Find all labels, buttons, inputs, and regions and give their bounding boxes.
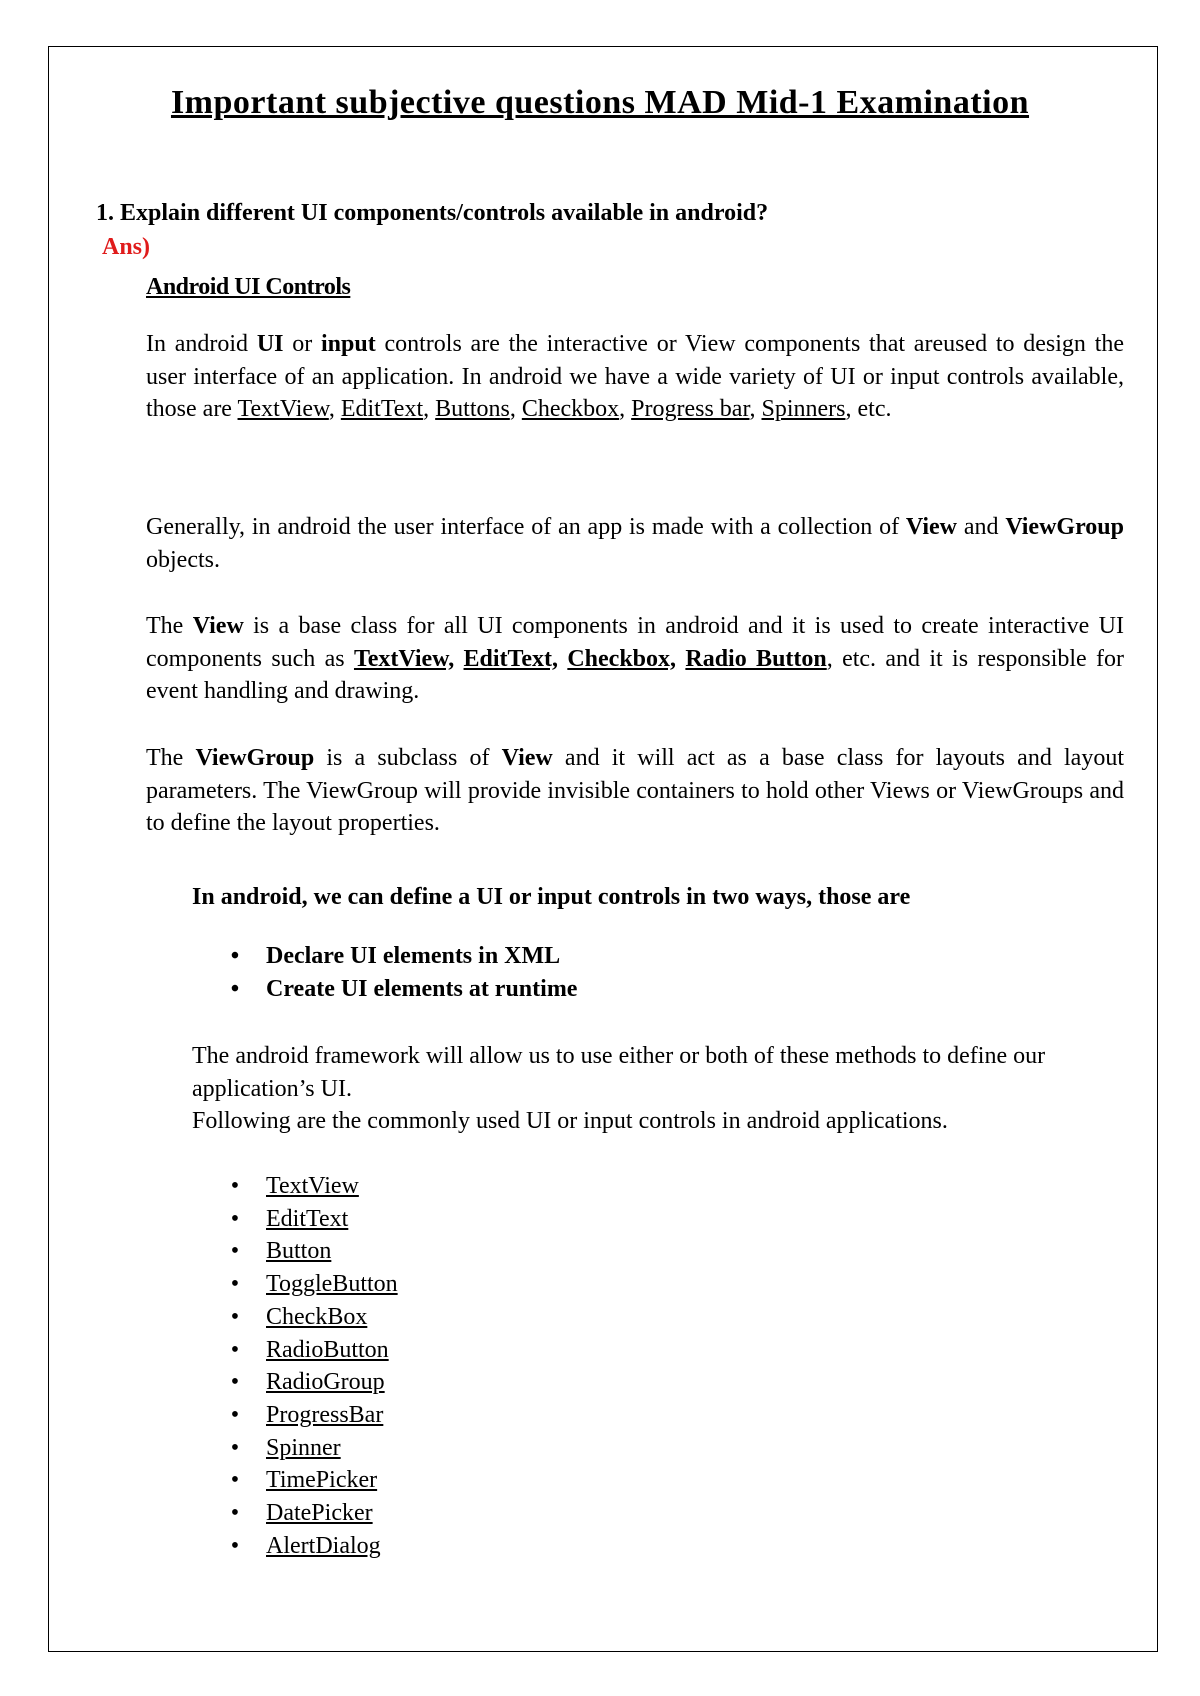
text: , etc. xyxy=(845,396,892,422)
list-item xyxy=(230,1301,398,1334)
link-edittext[interactable]: EditText, xyxy=(463,645,558,672)
separator: , xyxy=(423,396,436,422)
link-radio-button[interactable]: Radio Button xyxy=(685,645,827,672)
bullet: • xyxy=(230,1434,240,1461)
bold-term-view: View xyxy=(905,514,957,540)
link-textview[interactable]: TextView xyxy=(237,396,329,422)
text: Generally, in android the user interface of an app is made with a collection of xyxy=(146,514,906,540)
list-item-label: Create UI elements at runtime xyxy=(266,975,578,1002)
list-item xyxy=(230,1170,398,1203)
text: In android xyxy=(146,331,257,357)
link-buttons[interactable]: Buttons xyxy=(435,396,510,422)
separator xyxy=(454,646,463,672)
list-item xyxy=(230,1334,398,1367)
separator xyxy=(676,646,685,672)
list-item xyxy=(230,1366,398,1399)
paragraph-view-class xyxy=(146,610,1124,708)
link-progressbar[interactable]: ProgressBar xyxy=(266,1401,384,1428)
bullet: • xyxy=(230,1401,240,1428)
separator: , xyxy=(749,396,762,422)
list-item xyxy=(230,1268,398,1301)
bullet: • xyxy=(230,1238,240,1265)
list-item xyxy=(230,1530,398,1563)
bullet: • xyxy=(230,943,240,969)
bullet: • xyxy=(230,1205,240,1232)
link-progress-bar[interactable]: Progress bar xyxy=(631,396,750,422)
text: The android framework will allow us to use either or both of these methods to define our application’s UI. xyxy=(192,1043,1046,1102)
bullet: • xyxy=(230,975,240,1002)
paragraph-ui-controls-intro xyxy=(146,328,1124,426)
list-item xyxy=(230,1203,398,1236)
separator: , xyxy=(328,396,341,422)
link-edittext[interactable]: EditText xyxy=(340,396,424,422)
link-datepicker[interactable]: DatePicker xyxy=(266,1500,373,1527)
link-edittext[interactable]: EditText xyxy=(266,1205,349,1232)
separator: , xyxy=(619,396,632,422)
bullet: • xyxy=(230,1303,240,1330)
text: The xyxy=(146,745,196,771)
link-radiobutton[interactable]: RadioButton xyxy=(266,1336,389,1363)
link-checkbox[interactable]: Checkbox xyxy=(521,396,620,422)
paragraph-framework xyxy=(192,1040,1092,1138)
text: is a base class for all UI components in android and it is used to create interactive UI components such as xyxy=(146,613,1125,672)
text: objects. xyxy=(146,546,220,573)
list-item xyxy=(230,940,577,973)
bold-term-view: View xyxy=(192,613,244,639)
list-item xyxy=(230,1497,398,1530)
bullet: • xyxy=(230,1532,240,1559)
link-checkbox[interactable]: Checkbox, xyxy=(567,645,677,672)
separator: , xyxy=(509,396,522,422)
text: The xyxy=(146,613,193,639)
link-spinners[interactable]: Spinners xyxy=(761,396,846,422)
text: and it will act as a base class for layouts and layout parameters. The ViewGroup will provide invisible containers to hold other Views or ViewGroups and to define the layout properties. xyxy=(146,745,1124,836)
ways-heading: In android, we can define a UI or input controls in two ways, those are xyxy=(192,884,911,910)
question-heading: 1. Explain different UI components/controls available in android? xyxy=(96,200,769,226)
text: Following are the commonly used UI or input controls in android applications. xyxy=(192,1108,948,1134)
paragraph-view-viewgroup xyxy=(146,511,1124,576)
link-checkbox[interactable]: CheckBox xyxy=(266,1303,368,1330)
bold-term-view: View xyxy=(501,745,553,771)
link-togglebutton[interactable]: ToggleButton xyxy=(266,1271,398,1298)
bullet: • xyxy=(230,1369,240,1396)
link-timepicker[interactable]: TimePicker xyxy=(266,1467,378,1494)
link-textview[interactable]: TextView, xyxy=(353,645,455,672)
bold-term-viewgroup: ViewGroup xyxy=(1005,514,1124,540)
link-button[interactable]: Button xyxy=(266,1238,332,1265)
text: is a subclass of xyxy=(314,745,502,771)
list-item xyxy=(230,1432,398,1465)
list-item xyxy=(230,1235,398,1268)
link-spinner[interactable]: Spinner xyxy=(266,1434,341,1461)
link-textview[interactable]: TextView xyxy=(266,1173,359,1199)
page-title: Important subjective questions MAD Mid-1 Examination xyxy=(170,84,1030,121)
answer-label: Ans) xyxy=(102,234,151,260)
text: , etc. and it is responsible for event handling and drawing. xyxy=(146,645,1125,704)
bold-term-input: input xyxy=(321,331,376,357)
text: and xyxy=(957,514,1006,540)
bullet: • xyxy=(230,1500,240,1527)
list-item-label: Declare UI elements in XML xyxy=(266,943,561,969)
bullet: • xyxy=(230,1271,240,1298)
link-alertdialog[interactable]: AlertDialog xyxy=(266,1532,381,1559)
text: or xyxy=(283,331,322,357)
ways-list xyxy=(230,940,577,1005)
bold-term-viewgroup: ViewGroup xyxy=(195,745,315,771)
link-radiogroup[interactable]: RadioGroup xyxy=(266,1369,385,1396)
list-item xyxy=(230,1464,398,1497)
separator xyxy=(558,646,567,672)
bullet: • xyxy=(230,1173,240,1199)
controls-list xyxy=(230,1170,398,1562)
text: controls are the interactive or View components that areused to design the user interface of an application. In android we have a wide variety of UI or input controls available, those are xyxy=(146,331,1125,422)
bold-term-ui: UI xyxy=(256,331,284,357)
list-item xyxy=(230,973,577,1006)
bullet: • xyxy=(230,1467,240,1494)
section-heading: Android UI Controls xyxy=(146,274,351,300)
paragraph-viewgroup-class xyxy=(146,742,1124,840)
list-item xyxy=(230,1399,398,1432)
bullet: • xyxy=(230,1336,240,1363)
